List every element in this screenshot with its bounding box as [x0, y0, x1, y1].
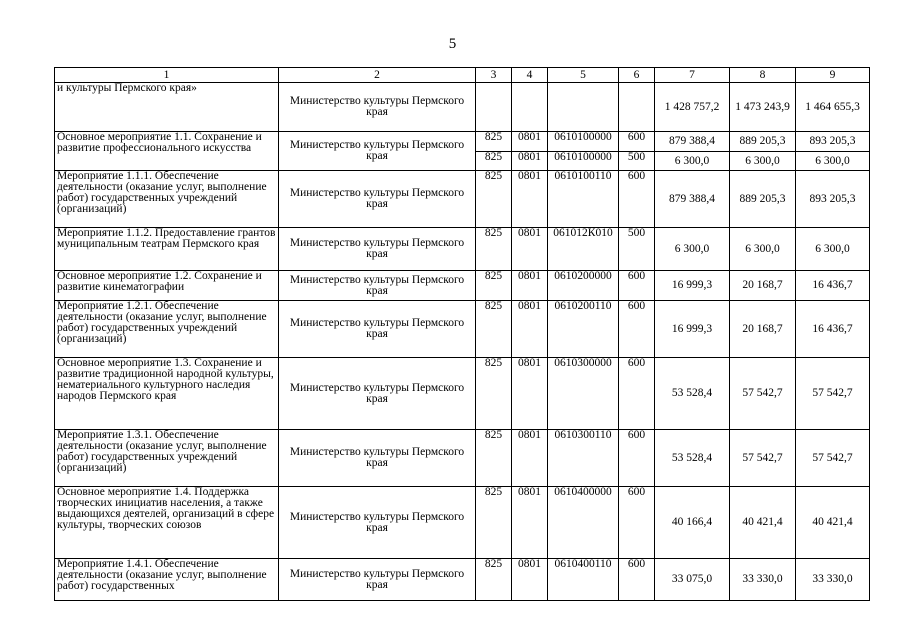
amount-year1-cell: 53 528,4: [655, 358, 730, 430]
section-code-cell: [512, 83, 548, 132]
amount-year3-cell: 33 330,0: [796, 559, 870, 601]
activity-name-cell: Основное мероприятие 1.4. Поддержка творческих инициатив населения, а также выдающихся деятелей, организаций в сфере культуры, творческих союзов: [55, 487, 279, 559]
table-body: [55, 83, 870, 601]
amount-year2-cell: 57 542,7: [730, 358, 796, 430]
amount-year3-cell: 6 300,0: [796, 228, 870, 271]
column-number: 4: [512, 68, 548, 83]
grbs-code-cell: 825: [476, 271, 512, 301]
column-number: 8: [730, 68, 796, 83]
amount-year2-cell: 889 205,3: [730, 132, 796, 152]
section-code-cell: 0801: [512, 132, 548, 152]
activity-name-cell: Мероприятие 1.1.1. Обеспечение деятельности (оказание услуг, выполнение работ) государственных учреждений (организаций): [55, 171, 279, 228]
table-row: [55, 559, 870, 601]
amount-year3-cell: 6 300,0: [796, 152, 870, 171]
grbs-code-cell: 825: [476, 559, 512, 601]
executor-cell: Министерство культуры Пермского края: [279, 83, 476, 132]
expense-type-cell: 600: [619, 487, 655, 559]
amount-year3-cell: 893 205,3: [796, 132, 870, 152]
expense-type-cell: 500: [619, 228, 655, 271]
table-row: [55, 301, 870, 358]
target-article-cell: 0610200110: [548, 301, 619, 358]
target-article-cell: [548, 83, 619, 132]
table-row: [55, 487, 870, 559]
activity-name-cell: Мероприятие 1.3.1. Обеспечение деятельности (оказание услуг, выполнение работ) государственных учреждений (организаций): [55, 430, 279, 487]
target-article-cell: 0610300000: [548, 358, 619, 430]
activity-name-cell: Основное мероприятие 1.2. Сохранение и развитие кинематографии: [55, 271, 279, 301]
section-code-cell: 0801: [512, 301, 548, 358]
target-article-cell: 0610200000: [548, 271, 619, 301]
activity-name-cell: и культуры Пермского края»: [55, 83, 279, 132]
amount-year1-cell: 33 075,0: [655, 559, 730, 601]
amount-year2-cell: 20 168,7: [730, 301, 796, 358]
section-code-cell: 0801: [512, 171, 548, 228]
expense-type-cell: 600: [619, 271, 655, 301]
amount-year2-cell: 57 542,7: [730, 430, 796, 487]
amount-year2-cell: 40 421,4: [730, 487, 796, 559]
expense-type-cell: 600: [619, 171, 655, 228]
amount-year1-cell: 6 300,0: [655, 228, 730, 271]
target-article-cell: 0610100000: [548, 132, 619, 152]
activity-name-cell: Мероприятие 1.1.2. Предоставление грантов муниципальным театрам Пермского края: [55, 228, 279, 271]
target-article-cell: 0610400000: [548, 487, 619, 559]
amount-year1-cell: 879 388,4: [655, 171, 730, 228]
column-number: 6: [619, 68, 655, 83]
amount-year1-cell: 40 166,4: [655, 487, 730, 559]
amount-year3-cell: 57 542,7: [796, 430, 870, 487]
column-number: 5: [548, 68, 619, 83]
grbs-code-cell: 825: [476, 132, 512, 152]
target-article-cell: 0610100000: [548, 152, 619, 171]
amount-year3-cell: 1 464 655,3: [796, 83, 870, 132]
executor-cell: Министерство культуры Пермского края: [279, 430, 476, 487]
column-number: 3: [476, 68, 512, 83]
grbs-code-cell: 825: [476, 171, 512, 228]
amount-year1-cell: 53 528,4: [655, 430, 730, 487]
activity-name-cell: Мероприятие 1.2.1. Обеспечение деятельности (оказание услуг, выполнение работ) государственных учреждений (организаций): [55, 301, 279, 358]
column-number: 7: [655, 68, 730, 83]
grbs-code-cell: 825: [476, 430, 512, 487]
column-number: 9: [796, 68, 870, 83]
expense-type-cell: 600: [619, 559, 655, 601]
executor-cell: Министерство культуры Пермского края: [279, 171, 476, 228]
section-code-cell: 0801: [512, 487, 548, 559]
expense-type-cell: 600: [619, 430, 655, 487]
amount-year2-cell: 20 168,7: [730, 271, 796, 301]
target-article-cell: 061012К010: [548, 228, 619, 271]
executor-cell: Министерство культуры Пермского края: [279, 559, 476, 601]
column-number: 2: [279, 68, 476, 83]
activity-name-cell: Основное мероприятие 1.3. Сохранение и развитие традиционной народной культуры, нематериального культурного наследия народов Пермского края: [55, 358, 279, 430]
amount-year3-cell: 57 542,7: [796, 358, 870, 430]
grbs-code-cell: 825: [476, 301, 512, 358]
table-row: [55, 358, 870, 430]
page-number: 5: [448, 36, 457, 52]
amount-year2-cell: 6 300,0: [730, 152, 796, 171]
grbs-code-cell: [476, 83, 512, 132]
grbs-code-cell: 825: [476, 228, 512, 271]
expense-type-cell: 600: [619, 358, 655, 430]
section-code-cell: 0801: [512, 559, 548, 601]
amount-year3-cell: 16 436,7: [796, 301, 870, 358]
amount-year2-cell: 1 473 243,9: [730, 83, 796, 132]
amount-year2-cell: 889 205,3: [730, 171, 796, 228]
amount-year2-cell: 6 300,0: [730, 228, 796, 271]
activity-name-cell: Мероприятие 1.4.1. Обеспечение деятельности (оказание услуг, выполнение работ) государственных: [55, 559, 279, 601]
section-code-cell: 0801: [512, 228, 548, 271]
expense-type-cell: [619, 83, 655, 132]
column-number-header-row: [55, 68, 870, 83]
expense-type-cell: 600: [619, 132, 655, 152]
target-article-cell: 0610400110: [548, 559, 619, 601]
executor-cell: Министерство культуры Пермского края: [279, 228, 476, 271]
target-article-cell: 0610100110: [548, 171, 619, 228]
amount-year1-cell: 16 999,3: [655, 301, 730, 358]
grbs-code-cell: 825: [476, 152, 512, 171]
budget-table: [54, 67, 870, 601]
executor-cell: Министерство культуры Пермского края: [279, 132, 476, 171]
column-number: 1: [55, 68, 279, 83]
amount-year3-cell: 40 421,4: [796, 487, 870, 559]
section-code-cell: 0801: [512, 430, 548, 487]
table-row: [55, 171, 870, 228]
table-row: [55, 228, 870, 271]
amount-year3-cell: 893 205,3: [796, 171, 870, 228]
amount-year1-cell: 1 428 757,2: [655, 83, 730, 132]
executor-cell: Министерство культуры Пермского края: [279, 487, 476, 559]
activity-name-cell: Основное мероприятие 1.1. Сохранение и развитие профессионального искусства: [55, 132, 279, 171]
executor-cell: Министерство культуры Пермского края: [279, 301, 476, 358]
section-code-cell: 0801: [512, 271, 548, 301]
section-code-cell: 0801: [512, 152, 548, 171]
amount-year1-cell: 879 388,4: [655, 132, 730, 152]
executor-cell: Министерство культуры Пермского края: [279, 358, 476, 430]
grbs-code-cell: 825: [476, 487, 512, 559]
amount-year2-cell: 33 330,0: [730, 559, 796, 601]
grbs-code-cell: 825: [476, 358, 512, 430]
executor-cell: Министерство культуры Пермского края: [279, 271, 476, 301]
expense-type-cell: 600: [619, 301, 655, 358]
table-row: [55, 132, 870, 152]
table-row: [55, 83, 870, 132]
target-article-cell: 0610300110: [548, 430, 619, 487]
section-code-cell: 0801: [512, 358, 548, 430]
table-row: [55, 430, 870, 487]
expense-type-cell: 500: [619, 152, 655, 171]
amount-year1-cell: 16 999,3: [655, 271, 730, 301]
amount-year1-cell: 6 300,0: [655, 152, 730, 171]
amount-year3-cell: 16 436,7: [796, 271, 870, 301]
table-row: [55, 271, 870, 301]
